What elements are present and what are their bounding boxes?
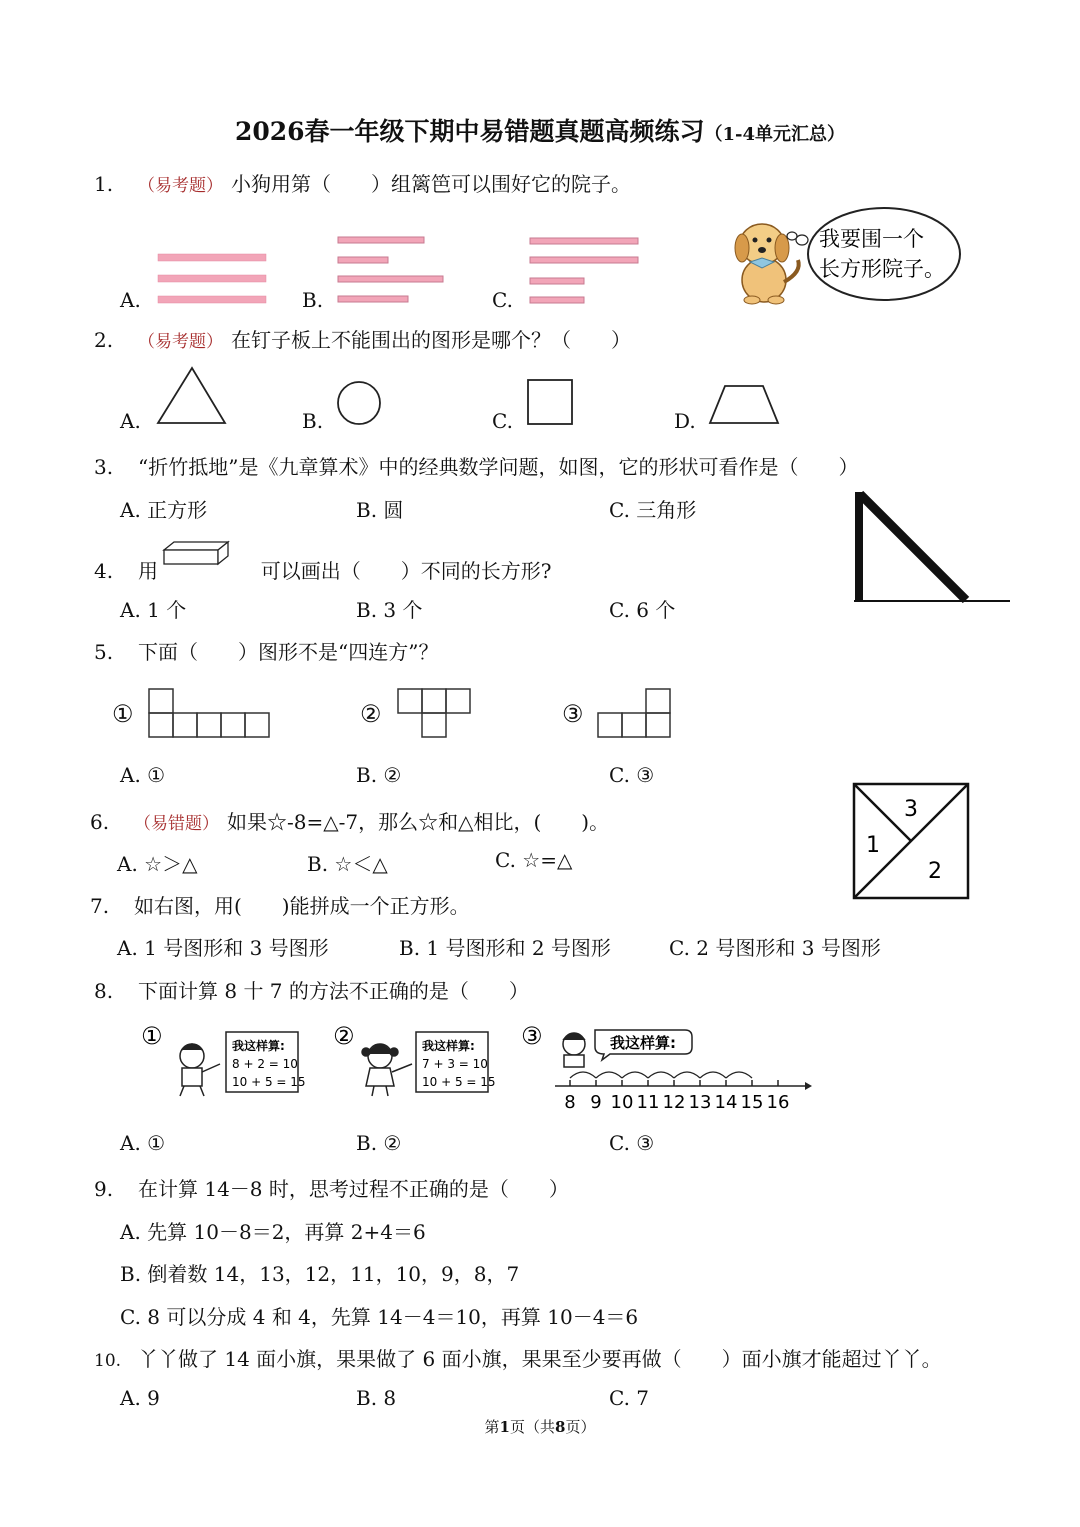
footer-page: 1 [499, 1418, 510, 1436]
fence-bar [338, 276, 443, 282]
q9-option-c[interactable]: C. 8 可以分成 4 和 4，先算 14－4＝10，再算 10－4＝6 [120, 1305, 639, 1329]
page-footer [0, 1416, 1080, 1437]
q4-option-c[interactable]: C. 6 个 [609, 598, 676, 622]
question-tag: （易考题） [138, 176, 223, 196]
question-5 [94, 636, 438, 665]
q10-option-a[interactable]: A. 9 [120, 1386, 160, 1410]
fence-bar [338, 257, 388, 263]
q5-label-1: ① [112, 700, 134, 728]
numberline-hop-arc [674, 1072, 700, 1078]
fence-group-b [338, 237, 443, 302]
card1-line3: 10 + 5 = 15 [232, 1075, 306, 1089]
fence-bar [530, 257, 638, 263]
question-number: 5. [94, 640, 114, 664]
q8-option-c[interactable]: C. ③ [609, 1131, 655, 1155]
numberline-label: 9 [590, 1092, 602, 1113]
q7-option-a[interactable]: A. 1 号图形和 3 号图形 [117, 936, 329, 960]
question-number: 3. [94, 455, 114, 479]
fence-bar [158, 275, 266, 282]
question-8 [94, 975, 529, 1004]
numberline-label: 11 [636, 1092, 660, 1113]
q8-label-3: ③ [521, 1022, 543, 1050]
q8-label-2: ② [333, 1022, 355, 1050]
question-10 [94, 1343, 942, 1372]
q9-option-b[interactable]: B. 倒着数 14，13，12，11，10，9，8，7 [120, 1262, 520, 1286]
q2-option-d[interactable]: D. [674, 409, 696, 433]
question-text: 下面计算 8 十 7 的方法不正确的是（ ） [138, 979, 529, 1003]
q8-option-b[interactable]: B. ② [356, 1131, 402, 1155]
q7-square-figure [852, 782, 972, 902]
q4-option-a[interactable]: A. 1 个 [120, 598, 187, 622]
question-tag: （易考题） [138, 332, 223, 352]
numberline-hop-arc [726, 1072, 752, 1078]
q1-dog-illustration [724, 210, 974, 310]
question-number: 8. [94, 979, 114, 1003]
q3-option-c[interactable]: C. 三角形 [609, 498, 697, 522]
card2-line2: 7 + 3 = 10 [422, 1057, 488, 1071]
numberline-hop-arc [596, 1072, 622, 1078]
q10-option-c[interactable]: C. 7 [609, 1386, 650, 1410]
thought-dot [796, 235, 808, 245]
question-text: 丫丫做了 14 面小旗，果果做了 6 面小旗，果果至少要再做（ ）面小旗才能超过丫丫。 [138, 1347, 942, 1371]
speech-bubble [808, 208, 960, 300]
numberline-label: 16 [766, 1092, 790, 1113]
fence-bar [158, 296, 266, 303]
question-number: 7. [90, 894, 110, 918]
piece-label-1: 1 [866, 833, 880, 858]
card1-line2: 8 + 2 = 10 [232, 1057, 298, 1071]
card2-line1: 我这样算: [422, 1039, 475, 1053]
question-7 [90, 890, 470, 919]
piece-label-3: 3 [904, 797, 918, 822]
fence-bar [530, 297, 584, 303]
bubble3-text: 我这样算: [610, 1034, 676, 1052]
numberline-label: 15 [740, 1092, 764, 1113]
q5-tetromino-figures [148, 688, 688, 740]
figure-1 [149, 689, 269, 737]
question-number: 6. [90, 810, 110, 834]
square-icon [528, 380, 572, 424]
question-text: 在钉子板上不能围出的图形是哪个？（ ） [231, 328, 631, 352]
numberline-hop-arc [622, 1072, 648, 1078]
boy-icon [180, 1044, 220, 1096]
q3-option-b[interactable]: B. 圆 [356, 498, 404, 522]
fence-bar [338, 296, 408, 302]
fence-bar [530, 278, 584, 284]
question-2 [94, 324, 631, 353]
q5-option-a[interactable]: A. ① [120, 763, 166, 787]
number-line [555, 1072, 812, 1113]
q2-option-c[interactable]: C. [492, 409, 513, 433]
question-number: 10. [94, 1351, 122, 1371]
page-title [0, 112, 1080, 148]
numberline-label: 14 [714, 1092, 738, 1113]
q2-shape-figures [150, 360, 790, 430]
footer-total: 8 [555, 1418, 566, 1436]
fence-group-a [158, 254, 266, 303]
question-number: 4. [94, 559, 114, 583]
circle-icon [338, 382, 380, 424]
question-number: 1. [94, 172, 114, 196]
numberline-label: 10 [610, 1092, 634, 1113]
thought-dot [787, 232, 797, 240]
q5-option-c[interactable]: C. ③ [609, 763, 655, 787]
bamboo-broken [860, 494, 966, 600]
q2-option-b[interactable]: B. [302, 409, 324, 433]
q1-option-b[interactable]: B. [302, 288, 324, 312]
figure-3 [598, 689, 670, 737]
q6-option-b[interactable]: B. ☆＜△ [307, 852, 388, 876]
trapezoid-icon [710, 386, 778, 423]
question-text: “折竹抵地”是《九章算术》中的经典数学问题，如图，它的形状可看作是（ ） [138, 455, 859, 479]
q8-label-1: ① [141, 1022, 163, 1050]
question-text: 如果☆-8=△-7，那么☆和△相比，( )。 [227, 810, 610, 834]
question-text-a: 用 [138, 559, 158, 583]
footer-b: 页（共 [509, 1418, 555, 1436]
q3-option-a[interactable]: A. 正方形 [120, 498, 208, 522]
question-3 [94, 451, 858, 480]
q3-bamboo-figure [850, 488, 1015, 608]
question-text: 如右图，用( )能拼成一个正方形。 [134, 894, 470, 918]
fence-bar [338, 237, 424, 243]
piece-label-2: 2 [928, 859, 942, 884]
question-1 [94, 168, 631, 197]
question-9 [94, 1173, 569, 1202]
q5-option-b[interactable]: B. ② [356, 763, 402, 787]
cuboid-icon [162, 540, 234, 568]
teacher-icon [563, 1033, 585, 1067]
q6-option-a[interactable]: A. ☆＞△ [117, 852, 198, 876]
card2-line3: 10 + 5 = 15 [422, 1075, 496, 1089]
q1-option-a[interactable]: A. [120, 288, 141, 312]
question-text: 下面（ ）图形不是“四连方”？ [138, 640, 439, 664]
title-main: 2026春一年级下期中易错题真题高频练习 [234, 117, 705, 146]
fence-bar [530, 238, 638, 244]
q9-option-a[interactable]: A. 先算 10－8＝2，再算 2+4＝6 [120, 1220, 426, 1244]
q5-label-2: ② [360, 700, 382, 728]
q7-option-b[interactable]: B. 1 号图形和 2 号图形 [399, 936, 611, 960]
question-tag: （易错题） [134, 814, 219, 834]
card1-line1: 我这样算: [232, 1039, 285, 1053]
question-6 [90, 806, 609, 835]
q8-method-figures [140, 1020, 820, 1116]
numberline-hop-arc [648, 1072, 674, 1078]
numberline-hop-arc [570, 1072, 596, 1078]
q7-option-c[interactable]: C. 2 号图形和 3 号图形 [669, 936, 881, 960]
question-text: 小狗用第（ ）组篱笆可以围好它的院子。 [231, 172, 631, 196]
girl-icon [362, 1044, 412, 1096]
fence-group-c [530, 238, 638, 303]
footer-a: 第 [484, 1418, 500, 1436]
title-sub: （1-4单元汇总） [704, 124, 846, 145]
numberline-hop-arc [700, 1072, 726, 1078]
numberline-label: 13 [688, 1092, 712, 1113]
figure-2 [398, 689, 470, 737]
q2-option-a[interactable]: A. [120, 409, 141, 433]
bubble-line-2: 长方形院子。 [819, 257, 945, 281]
question-number: 9. [94, 1177, 114, 1201]
question-number: 2. [94, 328, 114, 352]
q6-option-c[interactable]: C. ☆=△ [495, 848, 573, 872]
bubble-line-1: 我要围一个 [819, 227, 924, 251]
q4-option-b[interactable]: B. 3 个 [356, 598, 423, 622]
q10-option-b[interactable]: B. 8 [356, 1386, 397, 1410]
q5-label-3: ③ [562, 700, 584, 728]
numberline-label: 8 [564, 1092, 576, 1113]
q1-option-c[interactable]: C. [492, 288, 513, 312]
q8-option-a[interactable]: A. ① [120, 1131, 166, 1155]
footer-c: 页） [565, 1418, 596, 1436]
question-text-b: 可以画出（ ）不同的长方形? [260, 559, 552, 583]
q1-fence-figures [150, 230, 670, 310]
fence-bar [158, 254, 266, 261]
triangle-icon [158, 368, 225, 423]
numberline-label: 12 [662, 1092, 686, 1113]
question-text: 在计算 14－8 时，思考过程不正确的是（ ） [138, 1177, 569, 1201]
